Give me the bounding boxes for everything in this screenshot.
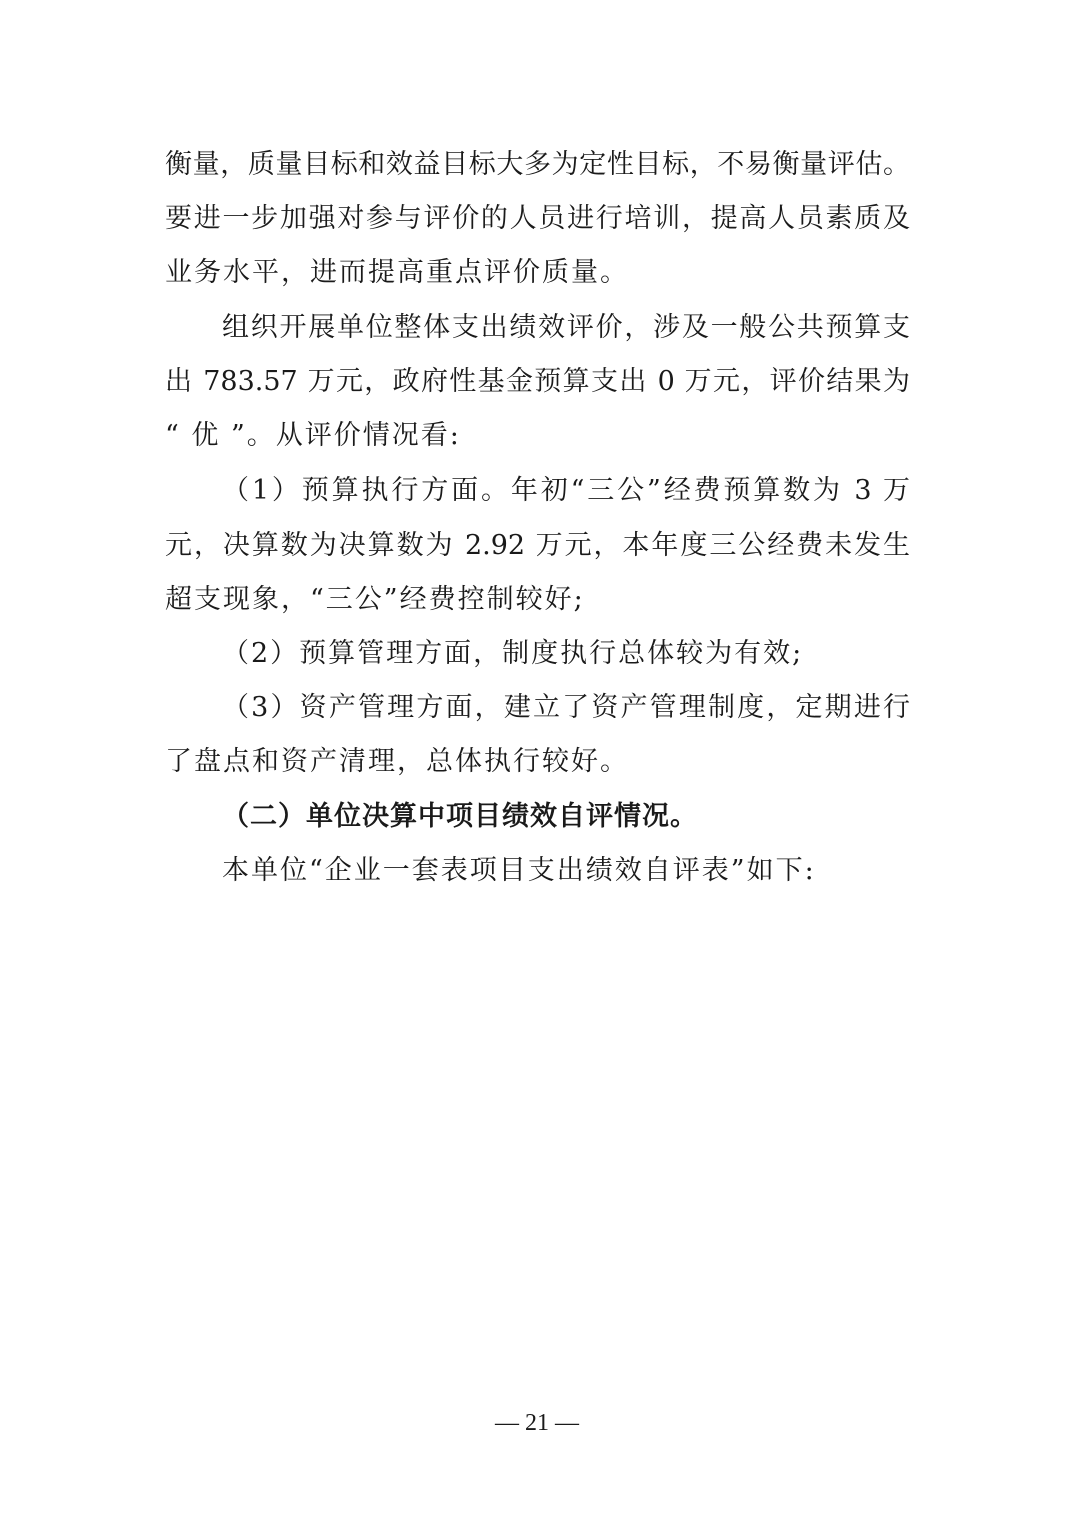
paragraph-line-8: 元，决算数为决算数为 2.92 万元，本年度三公经费未发生 [165,530,910,561]
paragraph-line-2: 要进一步加强对参与评价的人员进行培训，提高人员素质及 [165,203,910,234]
page-number: — 21 — [495,1410,579,1436]
paragraph-line-14: 本单位“企业一套表项目支出绩效自评表”如下: [222,855,816,886]
paragraph-line-9: 超支现象，“三公”经费控制较好; [165,584,585,615]
paragraph-line-10: （2）预算管理方面，制度执行总体较为有效; [222,638,804,669]
paragraph-line-6: “ 优 ”。从评价情况看: [165,420,461,451]
paragraph-line-7: （1）预算执行方面。年初“三公”经费预算数为 3 万 [222,475,910,506]
paragraph-line-11: （3）资产管理方面，建立了资产管理制度，定期进行 [222,692,910,723]
paragraph-line-1: 衡量，质量目标和效益目标大多为定性目标，不易衡量评估。 [165,149,910,180]
paragraph-line-3: 业务水平，进而提高重点评价质量。 [165,257,629,288]
paragraph-line-5: 出 783.57 万元，政府性基金预算支出 0 万元，评价结果为 [165,366,910,397]
section-heading: （二）单位决算中项目绩效自评情况。 [222,801,698,832]
paragraph-line-4: 组织开展单位整体支出绩效评价，涉及一般公共预算支 [222,312,910,343]
paragraph-line-12: 了盘点和资产清理，总体执行较好。 [165,746,629,777]
